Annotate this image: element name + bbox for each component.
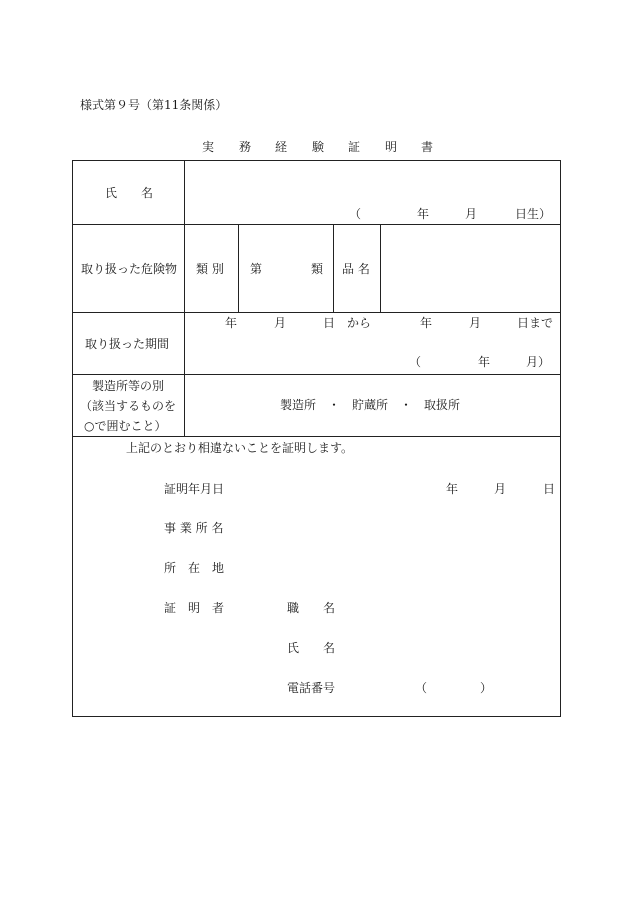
certification-date-label: 証明年月日 xyxy=(164,482,225,496)
title-char: 明 xyxy=(385,140,398,154)
title-char: 証 xyxy=(348,140,361,154)
office-name-label: 事 業 所 名 xyxy=(164,521,224,535)
birth-open-paren: （ xyxy=(349,207,362,221)
row-divider xyxy=(72,312,561,313)
class-prefix: 第 xyxy=(250,262,263,276)
from-word: から xyxy=(347,316,372,330)
title-char: 務 xyxy=(239,140,252,154)
certifier-label: 証 明 者 xyxy=(164,601,225,615)
facility-label-line2: （該当するものを xyxy=(80,399,177,413)
phone-close-paren: ） xyxy=(480,681,493,695)
label-column-divider xyxy=(184,160,185,436)
total-month-unit: 月） xyxy=(526,355,551,369)
class-suffix: 類 xyxy=(311,262,324,276)
facility-label-line3: ○で囲むこと） xyxy=(84,419,167,433)
total-open-paren: （ xyxy=(409,355,422,369)
title-char: 験 xyxy=(312,140,325,154)
title-char: 書 xyxy=(421,140,434,154)
date-day-unit: 日 xyxy=(543,482,556,496)
to-day-unit: 日まで xyxy=(517,316,554,330)
cell-divider xyxy=(333,224,334,312)
from-day-unit: 日 xyxy=(323,316,336,330)
cell-divider xyxy=(380,224,381,312)
facility-options: 製造所 ・ 貯蔵所 ・ 取扱所 xyxy=(280,398,461,412)
category-label: 類 別 xyxy=(196,262,224,276)
name-label: 氏 名 xyxy=(105,186,154,200)
certification-statement: 上記のとおり相違ないことを証明します。 xyxy=(126,441,354,455)
address-label: 所 在 地 xyxy=(164,561,225,575)
row-divider xyxy=(72,436,561,437)
phone-open-paren: （ xyxy=(415,681,428,695)
title-char: 経 xyxy=(275,140,288,154)
form-number: 様式第９号（第11条関係） xyxy=(80,98,228,112)
to-year-unit: 年 xyxy=(420,316,433,330)
period-label: 取り扱った期間 xyxy=(85,337,170,351)
birth-day-unit: 日生） xyxy=(515,207,552,221)
row-divider xyxy=(72,374,561,375)
hazmat-label: 取り扱った危険物 xyxy=(81,262,178,276)
cell-divider xyxy=(238,224,239,312)
to-month-unit: 月 xyxy=(469,316,482,330)
birth-year-unit: 年 xyxy=(417,207,430,221)
phone-label: 電話番号 xyxy=(287,681,336,695)
date-month-unit: 月 xyxy=(494,482,507,496)
birth-month-unit: 月 xyxy=(465,207,478,221)
total-year-unit: 年 xyxy=(478,355,491,369)
facility-label-line1: 製造所等の別 xyxy=(92,379,165,393)
title-char: 実 xyxy=(202,140,215,154)
product-name-label: 品 名 xyxy=(342,262,370,276)
date-year-unit: 年 xyxy=(446,482,459,496)
row-divider xyxy=(72,224,561,225)
certificate-form-table xyxy=(72,160,561,717)
certifier-name-label: 氏 名 xyxy=(287,641,336,655)
from-month-unit: 月 xyxy=(274,316,287,330)
position-label: 職 名 xyxy=(287,601,336,615)
from-year-unit: 年 xyxy=(225,316,238,330)
